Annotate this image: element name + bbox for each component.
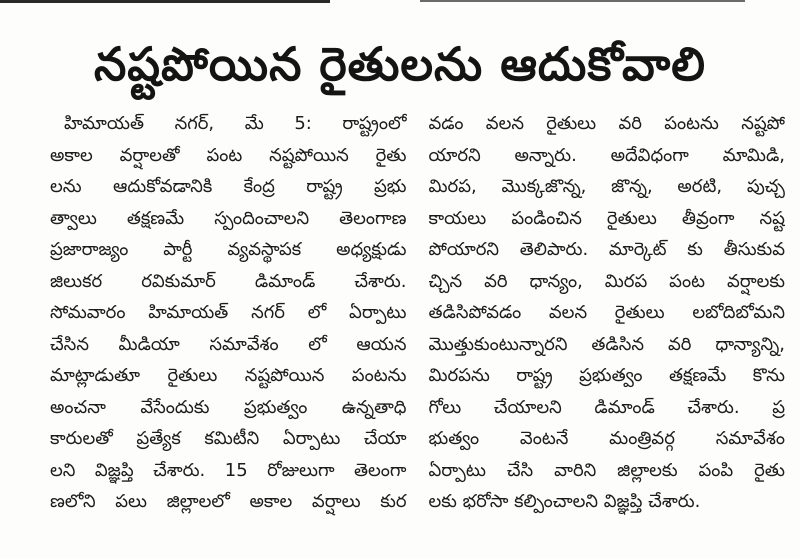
text-line: మిరప, మొక్కజొన్న, జొన్న, అరటి, పుచ్చ bbox=[428, 176, 785, 197]
text-line: సోమవారం హిమాయత్ నగర్ లో ఏర్పాటు bbox=[50, 302, 407, 323]
text-line: చేసిన మీడియా సమావేశం లో ఆయన bbox=[50, 333, 407, 355]
text-line: లను ఆదుకోవడానికి కేంద్ర రాష్ట్ర ప్రభు bbox=[50, 176, 407, 197]
article-body bbox=[50, 108, 785, 548]
top-rule-left bbox=[0, 0, 330, 3]
headline: నష్టపోయిన రైతులను ఆదుకోవాలి bbox=[94, 37, 706, 91]
text-line: అంచనా వేసేందుకు ప్రభుత్వం ఉన్నతాధి bbox=[50, 396, 407, 418]
text-line: తడిసిపోవడం వలన రైతులు లబోదిబోమని bbox=[428, 302, 785, 323]
text-line: మిరపను రాష్ట్ర ప్రభుత్వం తక్షణమే కొను bbox=[428, 365, 785, 386]
text-line: త్వాలు తక్షణమే స్పందించాలని తెలంగాణ bbox=[50, 207, 407, 229]
text-line: అకాల వర్షాలతో పంట నష్టపోయిన రైతు bbox=[50, 144, 407, 166]
text-line: యారని అన్నారు. అదేవిధంగా మామిడి, bbox=[428, 144, 785, 166]
top-rule-right bbox=[420, 0, 745, 2]
text-line: కాయలు పండించిన రైతులు తీవ్రంగా నష్ట bbox=[428, 207, 785, 229]
text-line: కారులతో ప్రత్యేక కమిటీని ఏర్పాటు చేయా bbox=[50, 428, 407, 449]
text-line: ణలోని పలు జిల్లాలలో అకాల వర్షాలు కుర bbox=[50, 491, 407, 512]
text-line: వడం వలన రైతులు వరి పంటను నష్టపో bbox=[428, 113, 785, 134]
text-line: భుత్వం వెంటనే మంత్రివర్గ సమావేశం bbox=[428, 428, 785, 449]
text-line: చ్చిన వరి ధాన్యం, మిరప పంట వర్షాలకు bbox=[428, 270, 785, 292]
text-line: పోయారని తెలిపారు. మార్కెట్ కు తీసుకువ bbox=[428, 239, 785, 260]
text-line: లకు భరోసా కల్పించాలని విజ్ఞప్తి చేశారు. bbox=[428, 491, 701, 512]
text-line: ప్రజారాజ్యం పార్టీ వ్యవస్థాపక అధ్యక్షుడు bbox=[50, 239, 407, 260]
text-line: ఏర్పాటు చేసి వారిని జిల్లాలకు పంపి రైతు bbox=[428, 459, 785, 481]
column-right bbox=[429, 108, 786, 548]
text-line: మాట్లాడుతూ రైతులు నష్టపోయిన పంటను bbox=[50, 365, 407, 386]
text-line: లని విజ్ఞప్తి చేశారు. 15 రోజులుగా తెలంగా bbox=[50, 459, 407, 481]
text-line: హిమాయత్ నగర్, మే 5: రాష్ట్రంలో bbox=[64, 113, 407, 134]
column-left bbox=[50, 108, 407, 548]
text-line: జిలుకర రవికుమార్ డిమాండ్ చేశారు. bbox=[50, 270, 407, 292]
text-line: గోలు చేయాలని డిమాండ్ చేశారు. ప్ర bbox=[428, 396, 785, 418]
text-line: మొత్తుకుంటున్నారని తడిసిన వరి ధాన్యాన్ని, bbox=[428, 333, 785, 355]
